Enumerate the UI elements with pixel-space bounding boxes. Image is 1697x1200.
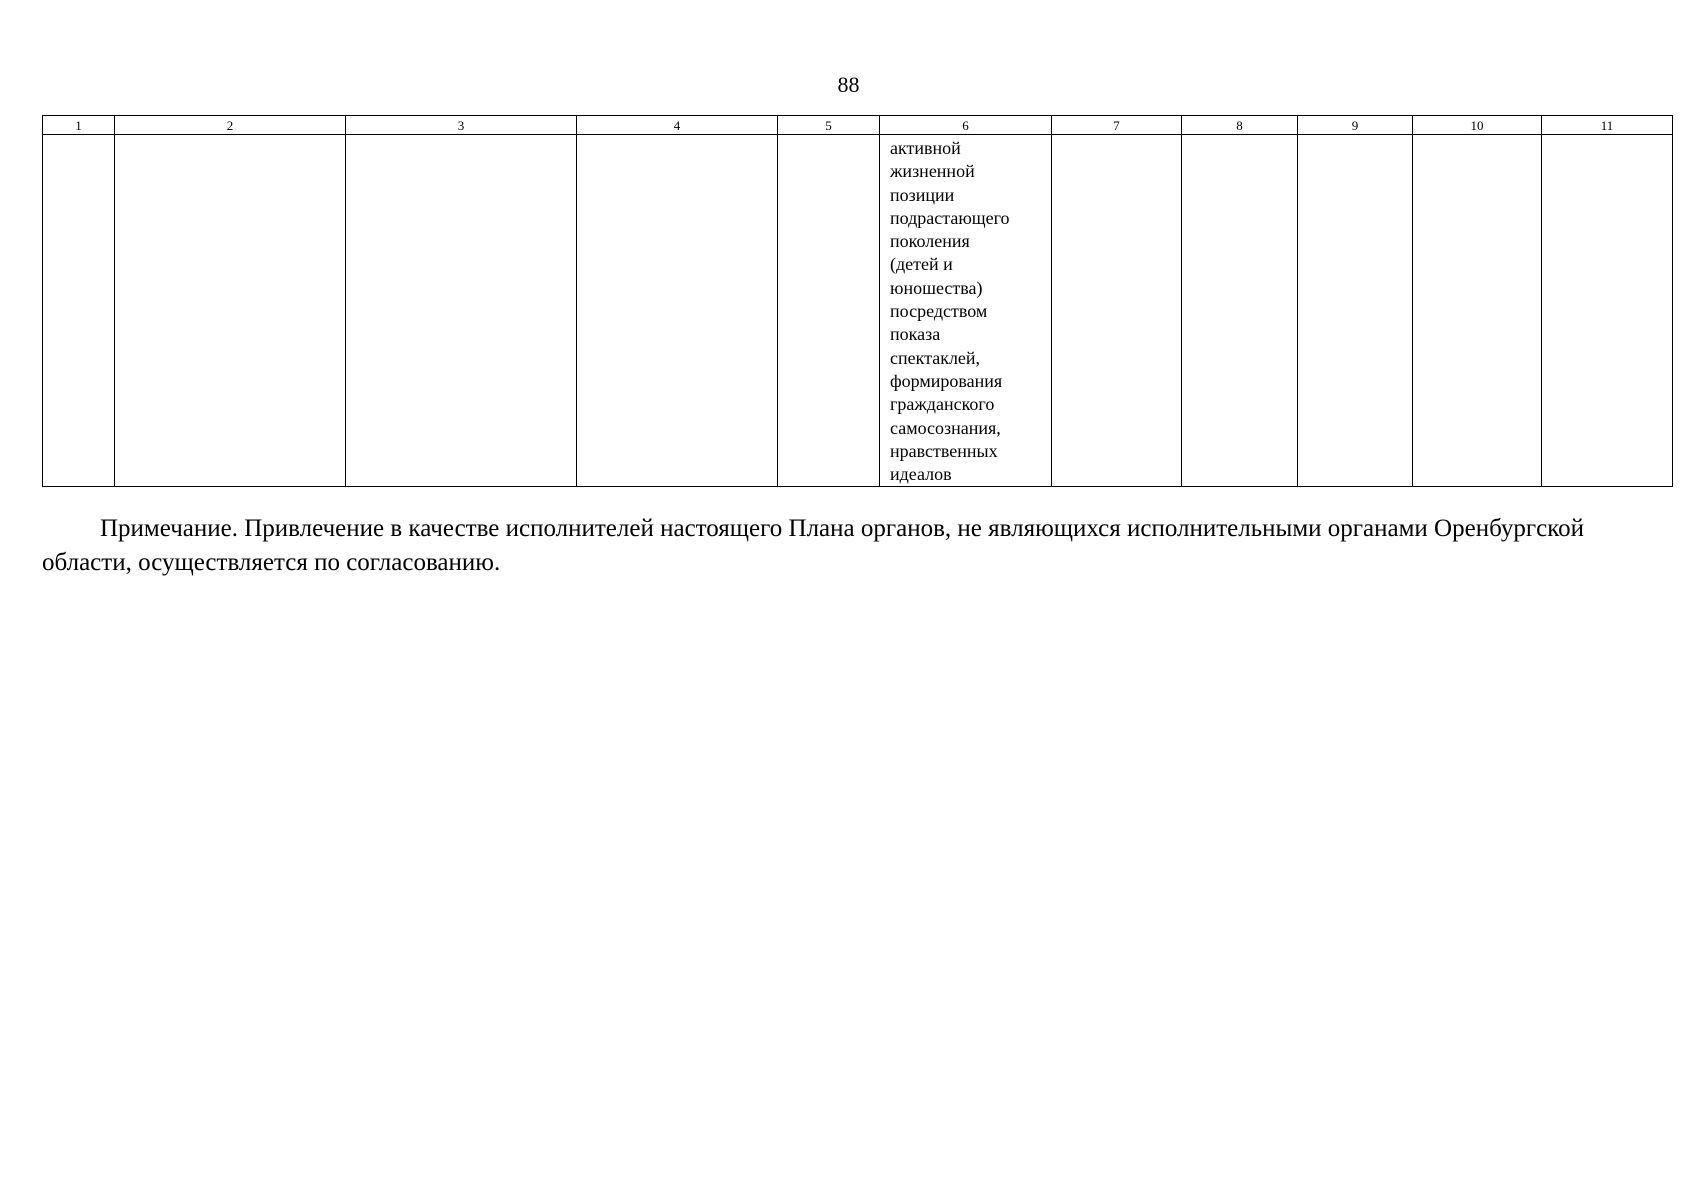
- table-cell: [1052, 135, 1182, 487]
- cell-text: [115, 135, 345, 137]
- table-header-row: [43, 116, 1673, 135]
- table-cell: [1542, 135, 1673, 487]
- table-cell: [346, 135, 577, 487]
- table-cell: [577, 135, 778, 487]
- column-header: 7: [1052, 116, 1182, 135]
- table-cell: [778, 135, 880, 487]
- column-header: 6: [880, 116, 1052, 135]
- cell-text: [1413, 135, 1541, 137]
- cell-text: [346, 135, 576, 137]
- cell-text: [778, 135, 879, 137]
- table-cell: [1298, 135, 1413, 487]
- column-header: 11: [1542, 116, 1673, 135]
- column-header: 9: [1298, 116, 1413, 135]
- column-header: 10: [1413, 116, 1542, 135]
- page-number: 88: [837, 72, 860, 97]
- table-cell: [115, 135, 346, 487]
- table-cell: [1182, 135, 1298, 487]
- cell-text: [1542, 135, 1672, 137]
- table-cell: [1413, 135, 1542, 487]
- cell-text: активной жизненной позиции подрастающего поколения (детей и юношества) посредством показа спектаклей, формирования гражданского самосознания, нравственных идеалов: [890, 138, 1010, 485]
- cell-text: [1182, 135, 1297, 137]
- column-header: 5: [778, 116, 880, 135]
- cell-text: [43, 135, 114, 137]
- table-cell: [43, 135, 115, 487]
- cell-text: [1052, 135, 1181, 137]
- footnote: Примечание. Привлечение в качестве исполнителей настоящего Плана органов, не являющихся исполнительными органами Оренбургской области, осуществляется по согласованию.: [42, 515, 1584, 576]
- table-row: [43, 135, 1673, 487]
- column-header: 2: [115, 116, 346, 135]
- table-cell: [880, 135, 1052, 487]
- plan-table: [42, 115, 1673, 487]
- cell-text: [577, 135, 777, 137]
- column-header: 4: [577, 116, 778, 135]
- column-header: 8: [1182, 116, 1298, 135]
- column-header: 1: [43, 116, 115, 135]
- column-header: 3: [346, 116, 577, 135]
- cell-text: [1298, 135, 1412, 137]
